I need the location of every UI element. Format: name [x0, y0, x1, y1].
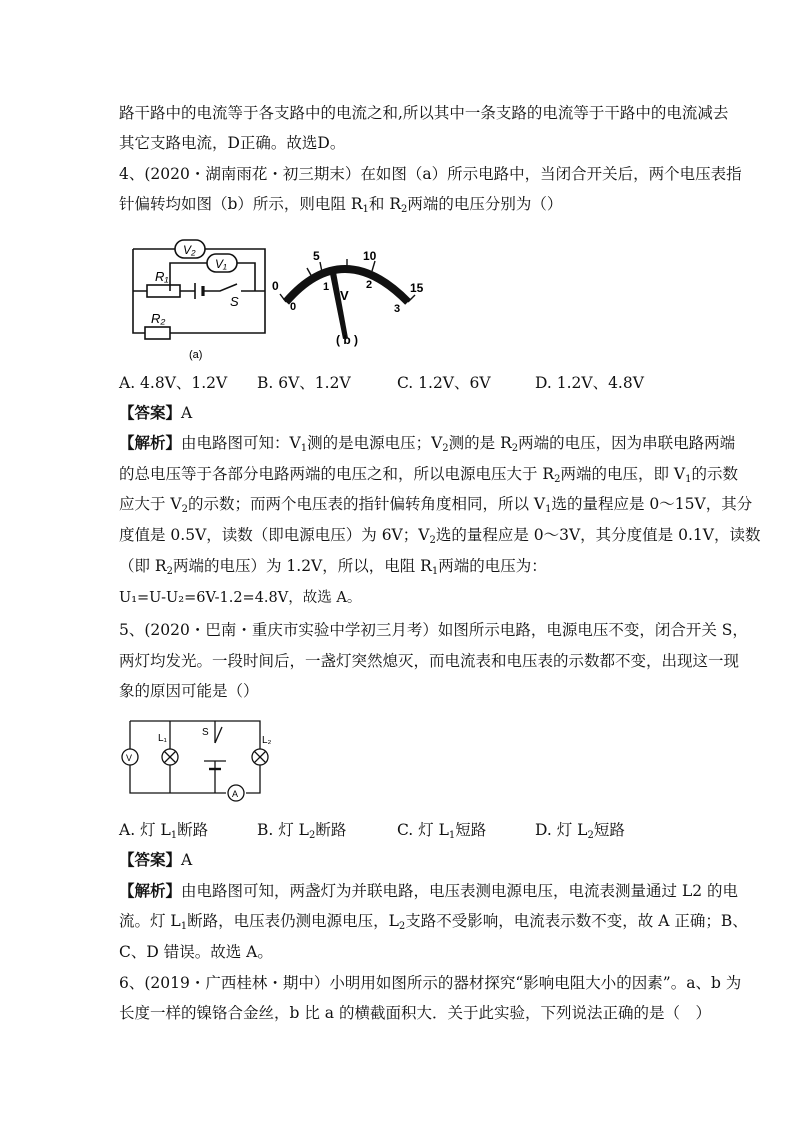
- option-c[interactable]: C. 灯 $L_1$短路: [397, 821, 487, 841]
- analysis-line: 应大于 $V_2$的示数；而两个电压表的指针偏转角度相同，所以 $V_1$选的量程应是 0～15V，其分: [119, 495, 753, 515]
- text-line: 路干路中的电流等于各支路中的电流之和,所以其中一条支路的电流等于干路中的电流减去: [119, 104, 729, 122]
- voltmeter-dial-b: [268, 240, 438, 355]
- question-6-stem: 6、(2019・广西桂林・期中）小明用如图所示的器材探究“影响电阻大小的因素”。a、b 为: [119, 974, 742, 992]
- question-5-stem: 5、(2020・巴南・重庆市实验中学初三月考）如图所示电路，电源电压不变，闭合开关 S，: [119, 621, 748, 639]
- r1-label: R₁: [155, 269, 169, 284]
- tick-5: 5: [313, 249, 320, 263]
- option-d[interactable]: D. 灯 $L_2$短路: [535, 821, 625, 841]
- fig5-a: A: [232, 789, 239, 799]
- fig5-l2: L₂: [262, 735, 272, 746]
- option-c[interactable]: C. 1.2V、6V: [397, 374, 491, 392]
- unit-v: V: [340, 288, 349, 303]
- tick-15: 15: [410, 281, 424, 295]
- analysis-line: （即 $R_2$两端的电压）为 1.2V，所以，电阻 $R_1$两端的电压为：: [119, 557, 547, 577]
- option-a[interactable]: A. 4.8V、1.2V: [119, 374, 228, 392]
- text-line: 其它支路电流，D正确。故选D。: [119, 134, 346, 152]
- tick-10: 10: [363, 249, 377, 263]
- fig5-l1: L₁: [158, 733, 167, 744]
- analysis-line: 流。灯 $L_1$断路，电压表仍测电源电压，$L_2$支路不受影响，电流表示数不变，故 A 正确；B、: [119, 912, 748, 932]
- answer-line: 【答案】A: [119, 850, 193, 869]
- option-d[interactable]: D. 1.2V、4.8V: [535, 374, 644, 392]
- answer-line: 【答案】A: [119, 403, 193, 422]
- option-a[interactable]: A. 灯 $L_1$断路: [119, 821, 209, 841]
- v2-label: V₂: [183, 243, 196, 257]
- figure-a-caption: (a): [189, 349, 203, 361]
- question-5-stem-2: 两灯均发光。一段时间后，一盏灯突然熄灭，而电流表和电压表的示数都不变，出现这一现: [119, 652, 740, 670]
- v1-label: V₁: [215, 257, 227, 271]
- circuit-diagram-a: [125, 233, 275, 373]
- figure-b-caption: ( b ): [336, 333, 358, 347]
- needle: [330, 272, 348, 339]
- r2-label: R₂: [151, 311, 166, 326]
- tick-low-1: 1: [323, 281, 330, 293]
- question-5-stem-3: 象的原因可能是（）: [119, 682, 259, 700]
- tick-low-3: 3: [394, 303, 401, 315]
- analysis-line: 【解析】由电路图可知：$V_1$测的是电源电压；$V_2$测的是 $R_2$两端的电压，因为串联电路两端: [119, 433, 736, 454]
- tick-low-0: 0: [290, 301, 297, 313]
- question-4-stem: 4、(2020・湖南雨花・初三期末）在如图（a）所示电路中，当闭合开关后，两个电压表指: [119, 165, 742, 183]
- switch-label: S: [230, 294, 239, 309]
- question-4-stem-2: 针偏转均如图（b）所示，则电阻 $R_1$和 $R_2$两端的电压分别为（）: [119, 195, 563, 215]
- tick-low-2: 2: [366, 279, 373, 291]
- analysis-line: 的总电压等于各部分电路两端的电压之和，所以电源电压大于 $R_2$两端的电压，即 $V_1$的示数: [119, 465, 738, 485]
- option-b[interactable]: B. 灯 $L_2$断路: [257, 821, 347, 841]
- tick-0: 0: [272, 279, 279, 293]
- fig5-s: S: [202, 727, 209, 738]
- question-6-stem-2: 长度一样的镍铬合金丝，b 比 a 的横截面积大．关于此实验，下列说法正确的是（ ）: [119, 1004, 711, 1022]
- circuit-diagram-5: [118, 715, 272, 805]
- option-b[interactable]: B. 6V、1.2V: [257, 374, 351, 392]
- analysis-formula: U₁=U-U₂=6V-1.2=4.8V，故选 A。: [119, 590, 362, 606]
- analysis-line: 【解析】由电路图可知，两盏灯为并联电路，电压表测电源电压，电流表测量通过 L2 的电: [119, 881, 739, 900]
- fig5-v: V: [126, 753, 133, 763]
- analysis-line: C、D 错误。故选 A。: [119, 943, 273, 961]
- analysis-line: 度值是 0.5V，读数（即电源电压）为 6V；$V_2$选的量程应是 0～3V，其分度值是 0.1V，读数: [119, 526, 761, 546]
